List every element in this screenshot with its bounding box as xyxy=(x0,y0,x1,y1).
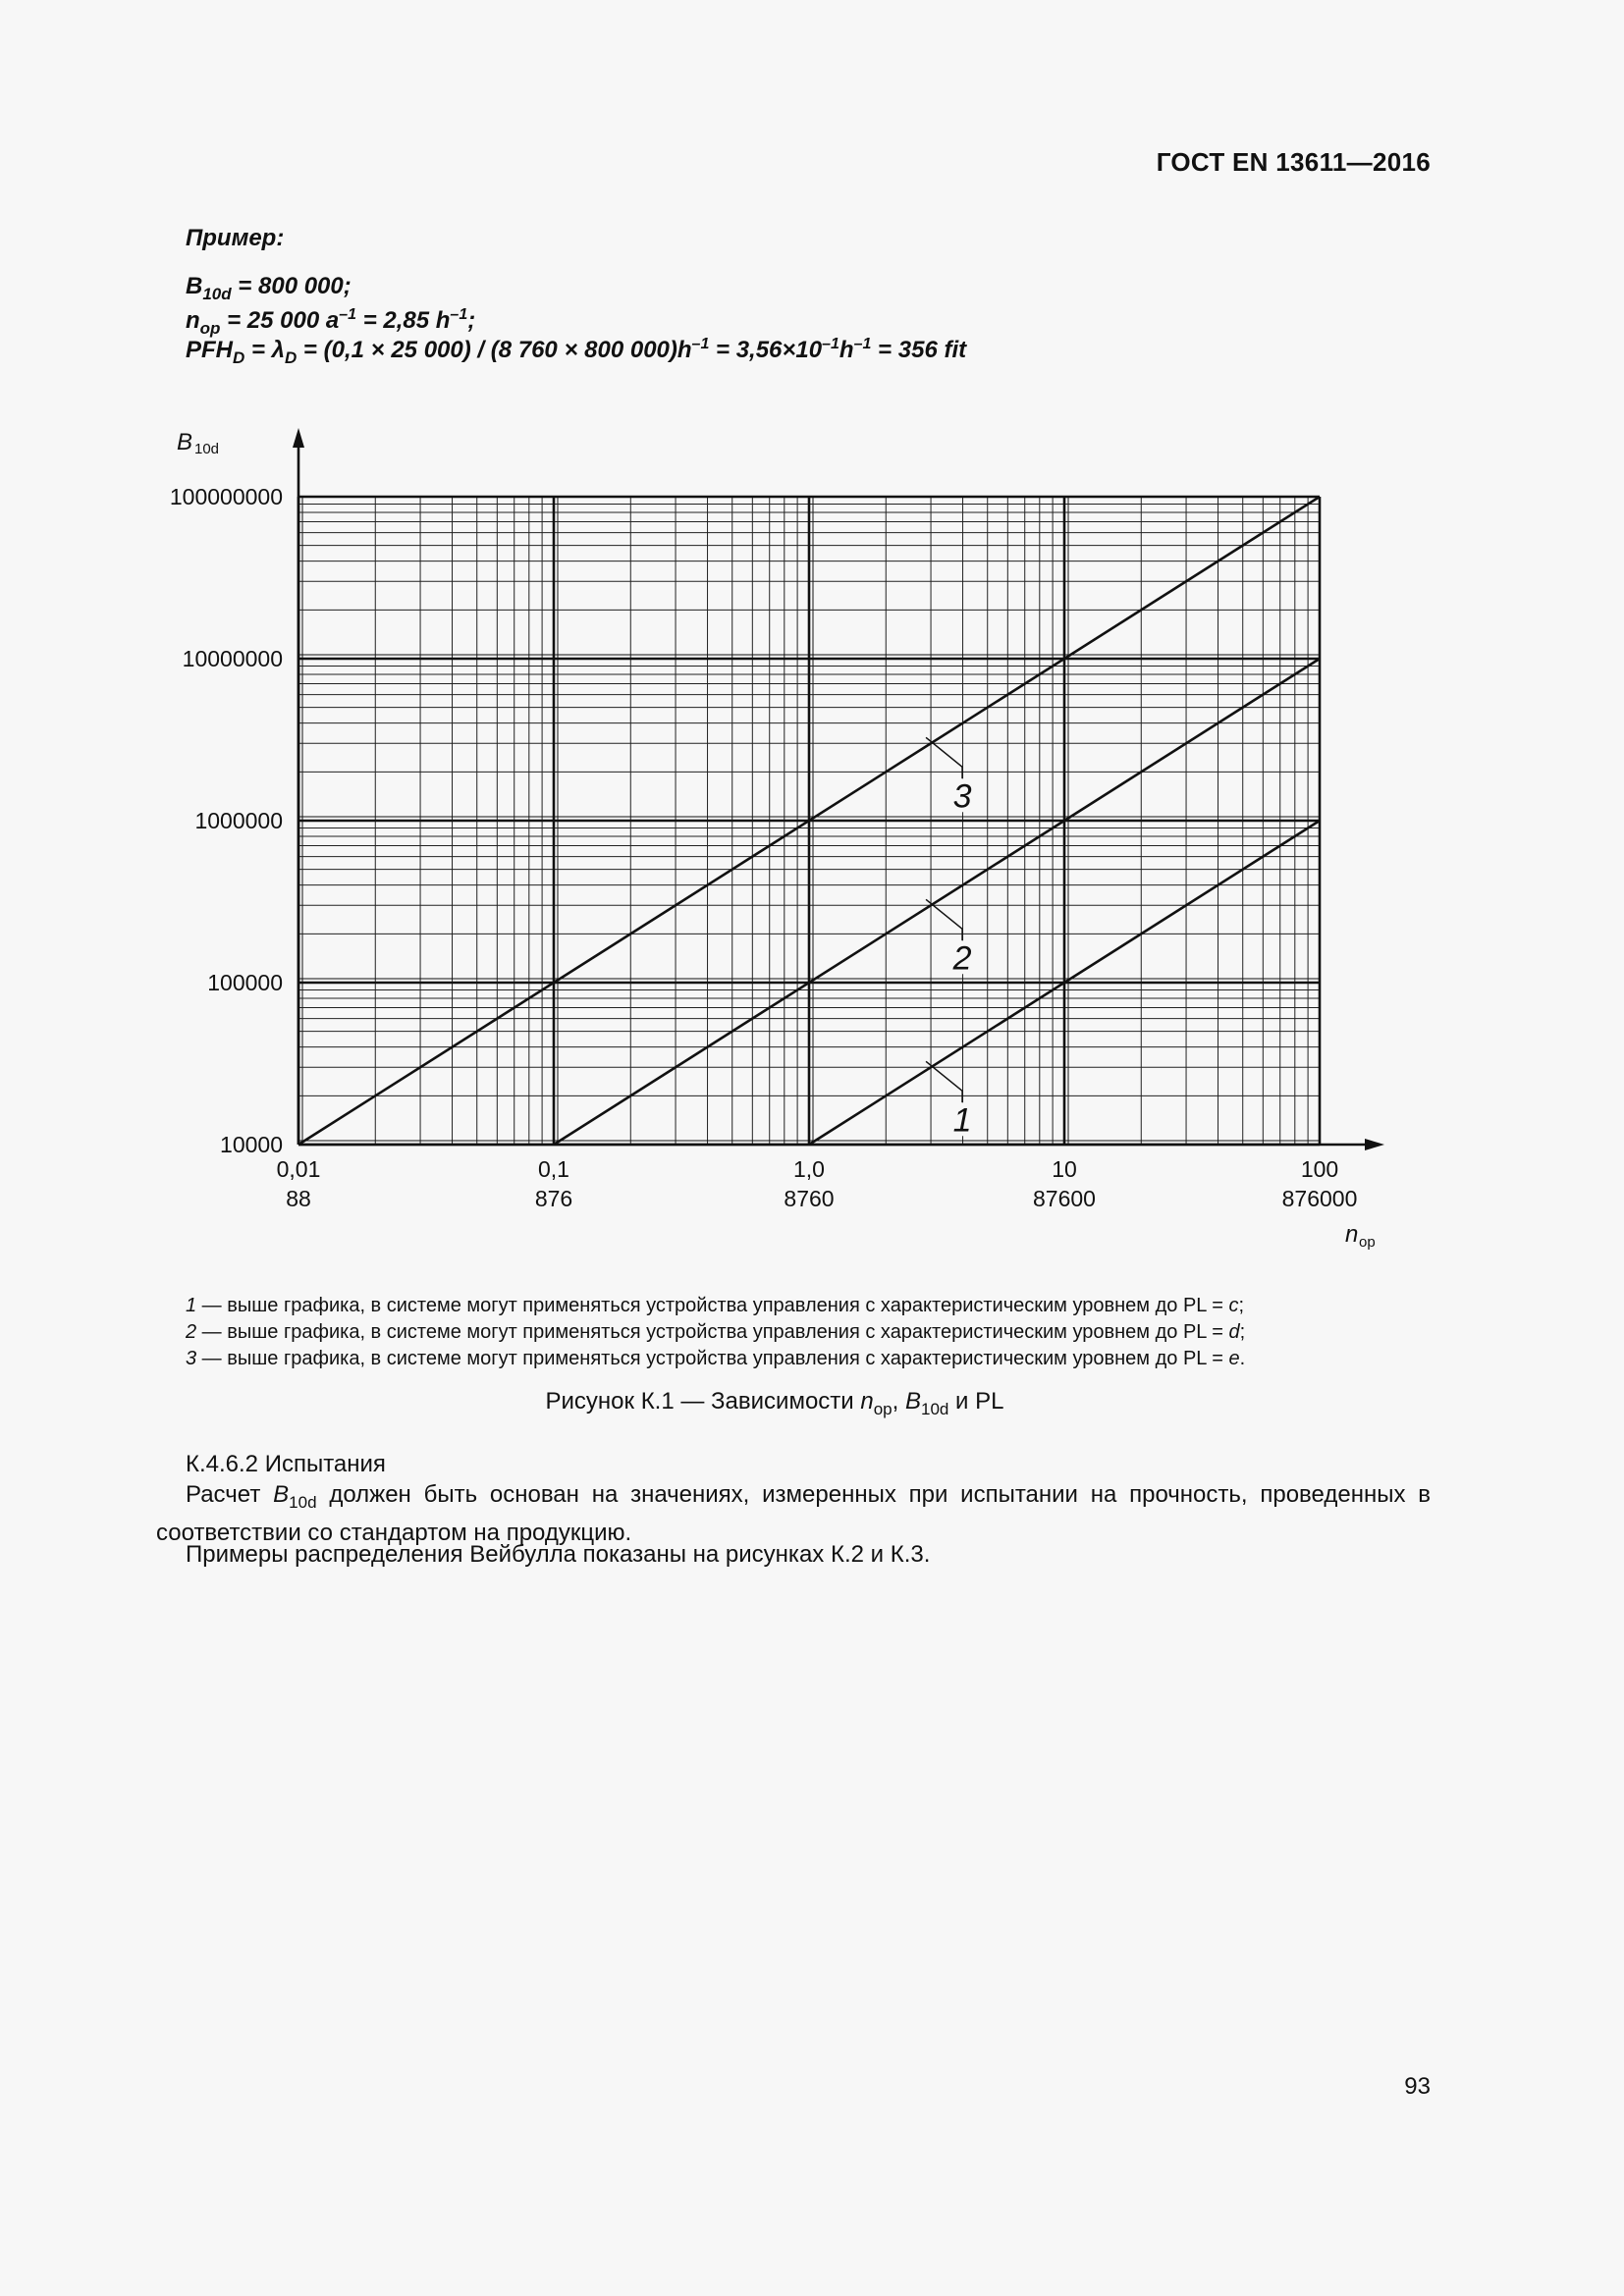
annotation-label-2: 2 xyxy=(952,939,972,978)
p1-b-subscript: 10d xyxy=(289,1492,317,1512)
y-tick-label: 10000000 xyxy=(182,646,283,671)
pfh-symbol: PFH xyxy=(186,337,233,363)
legend-text: — выше графика, в системе могут применяться устройства управления с характеристическим уровнем до PL = xyxy=(196,1295,1229,1316)
series-line-2 xyxy=(554,659,1320,1145)
annotation-label-3: 3 xyxy=(952,777,972,816)
p1-rest: должен быть основан на значениях, измеренных при испытании на прочность, проведенных в соответствии со стандартом на продукцию. xyxy=(156,1481,1432,1546)
b10d-nop-chart xyxy=(0,412,1624,1276)
document-code: ГОСТ EN 13611—2016 xyxy=(1156,147,1431,177)
legend-item-2 xyxy=(186,1319,1245,1346)
y-axis-label: B xyxy=(177,429,193,455)
x-tick-label-bottom: 876 xyxy=(534,1186,573,1211)
legend-end: ; xyxy=(1238,1295,1245,1316)
x-tick-label-top: 10 xyxy=(1052,1156,1077,1182)
annotation-leader-2 xyxy=(926,899,962,929)
pfh-exponent-1: –1 xyxy=(691,336,710,352)
y-tick-label: 100000 xyxy=(207,970,283,995)
x-axis-label: n xyxy=(1345,1221,1359,1248)
y-tick-label: 1000000 xyxy=(194,808,283,833)
x-tick-label-top: 0,01 xyxy=(276,1156,321,1182)
legend-level: e xyxy=(1228,1348,1240,1369)
x-tick-label-bottom: 876000 xyxy=(1281,1186,1358,1211)
y-tick-labels xyxy=(170,484,283,1157)
pfh-part-5: = 356 fit xyxy=(871,337,967,363)
p1-start: Расчет xyxy=(186,1481,274,1508)
x-tick-label-top: 1,0 xyxy=(793,1156,825,1182)
caption-n: n xyxy=(860,1388,874,1415)
example-pfh-line xyxy=(186,330,966,373)
pfh-exponent-3: –1 xyxy=(853,336,872,352)
legend-text: — выше графика, в системе могут применяться устройства управления с характеристическим уровнем до PL = xyxy=(196,1321,1229,1343)
x-tick-label-top: 0,1 xyxy=(538,1156,569,1182)
y-axis-arrow xyxy=(293,428,304,448)
nop-symbol: n xyxy=(186,307,200,334)
legend-number: 3 xyxy=(186,1348,197,1369)
x-axis-label-subscript: op xyxy=(1359,1234,1376,1251)
nop-part-2: = 2,85 h xyxy=(356,307,451,334)
caption-n-subscript: ор xyxy=(873,1399,893,1418)
annotation-leader-1 xyxy=(926,1061,962,1091)
b10d-symbol: B xyxy=(186,273,203,299)
legend-level: c xyxy=(1228,1295,1239,1316)
legend-end: . xyxy=(1239,1348,1246,1369)
axis-labels xyxy=(177,429,1376,1251)
x-tick-label-bottom: 87600 xyxy=(1033,1186,1096,1211)
annotations xyxy=(926,737,976,1139)
caption-suffix: и PL xyxy=(948,1388,1004,1415)
x-tick-label-top: 100 xyxy=(1300,1156,1339,1182)
caption-separator: , xyxy=(892,1388,905,1415)
nop-exponent-2: –1 xyxy=(450,306,468,323)
x-axis-arrow xyxy=(1365,1139,1384,1150)
x-tick-label-bottom: 88 xyxy=(286,1186,311,1211)
pfh-part-4: h xyxy=(839,337,854,363)
example-title: Пример: xyxy=(186,225,285,251)
legend-item-1 xyxy=(186,1293,1244,1319)
y-tick-label: 10000 xyxy=(220,1132,283,1157)
b10d-value: = 800 000; xyxy=(231,273,352,299)
caption-prefix: Рисунок К.1 — Зависимости xyxy=(545,1388,861,1415)
body-paragraph-1 xyxy=(156,1479,1431,1548)
nop-subscript: op xyxy=(199,318,221,338)
x-tick-label-bottom: 8760 xyxy=(784,1186,835,1211)
pfh-part-3: = 3,56×10 xyxy=(709,337,823,363)
nop-part-3: ; xyxy=(467,307,476,334)
legend-item-3 xyxy=(186,1346,1245,1372)
body-paragraph-2: Примеры распределения Вейбулла показаны на рисунках К.2 и К.3. xyxy=(186,1541,931,1568)
nop-part-1: = 25 000 a xyxy=(220,307,340,334)
legend-number: 2 xyxy=(186,1321,197,1343)
axes xyxy=(293,428,1384,1150)
nop-exponent-1: –1 xyxy=(339,306,357,323)
p1-b: B xyxy=(273,1481,290,1508)
annotation-leader-3 xyxy=(926,737,962,767)
y-tick-label: 100000000 xyxy=(169,484,283,509)
b10d-subscript: 10d xyxy=(202,284,232,303)
pfh-lambda-subscript: D xyxy=(284,347,298,367)
pfh-part-2: = (0,1 × 25 000) / (8 760 × 800 000)h xyxy=(297,337,692,363)
caption-b: B xyxy=(904,1388,921,1415)
x-tick-labels xyxy=(277,1156,1358,1211)
legend-level: d xyxy=(1228,1321,1240,1343)
legend-text: — выше графика, в системе могут применяться устройства управления с характеристическим уровнем до PL = xyxy=(196,1348,1229,1369)
caption-b-subscript: 10d xyxy=(921,1399,949,1418)
legend-end: ; xyxy=(1239,1321,1246,1343)
pfh-subscript: D xyxy=(233,347,245,367)
section-heading: К.4.6.2 Испытания xyxy=(186,1451,386,1477)
page-number: 93 xyxy=(1404,2073,1431,2100)
y-axis-label-subscript: 10d xyxy=(194,441,220,457)
annotation-label-1: 1 xyxy=(952,1101,972,1140)
pfh-exponent-2: –1 xyxy=(822,336,839,352)
legend-number: 1 xyxy=(186,1295,197,1316)
figure-caption xyxy=(0,1388,1549,1419)
pfh-part-1: = λ xyxy=(244,337,285,363)
